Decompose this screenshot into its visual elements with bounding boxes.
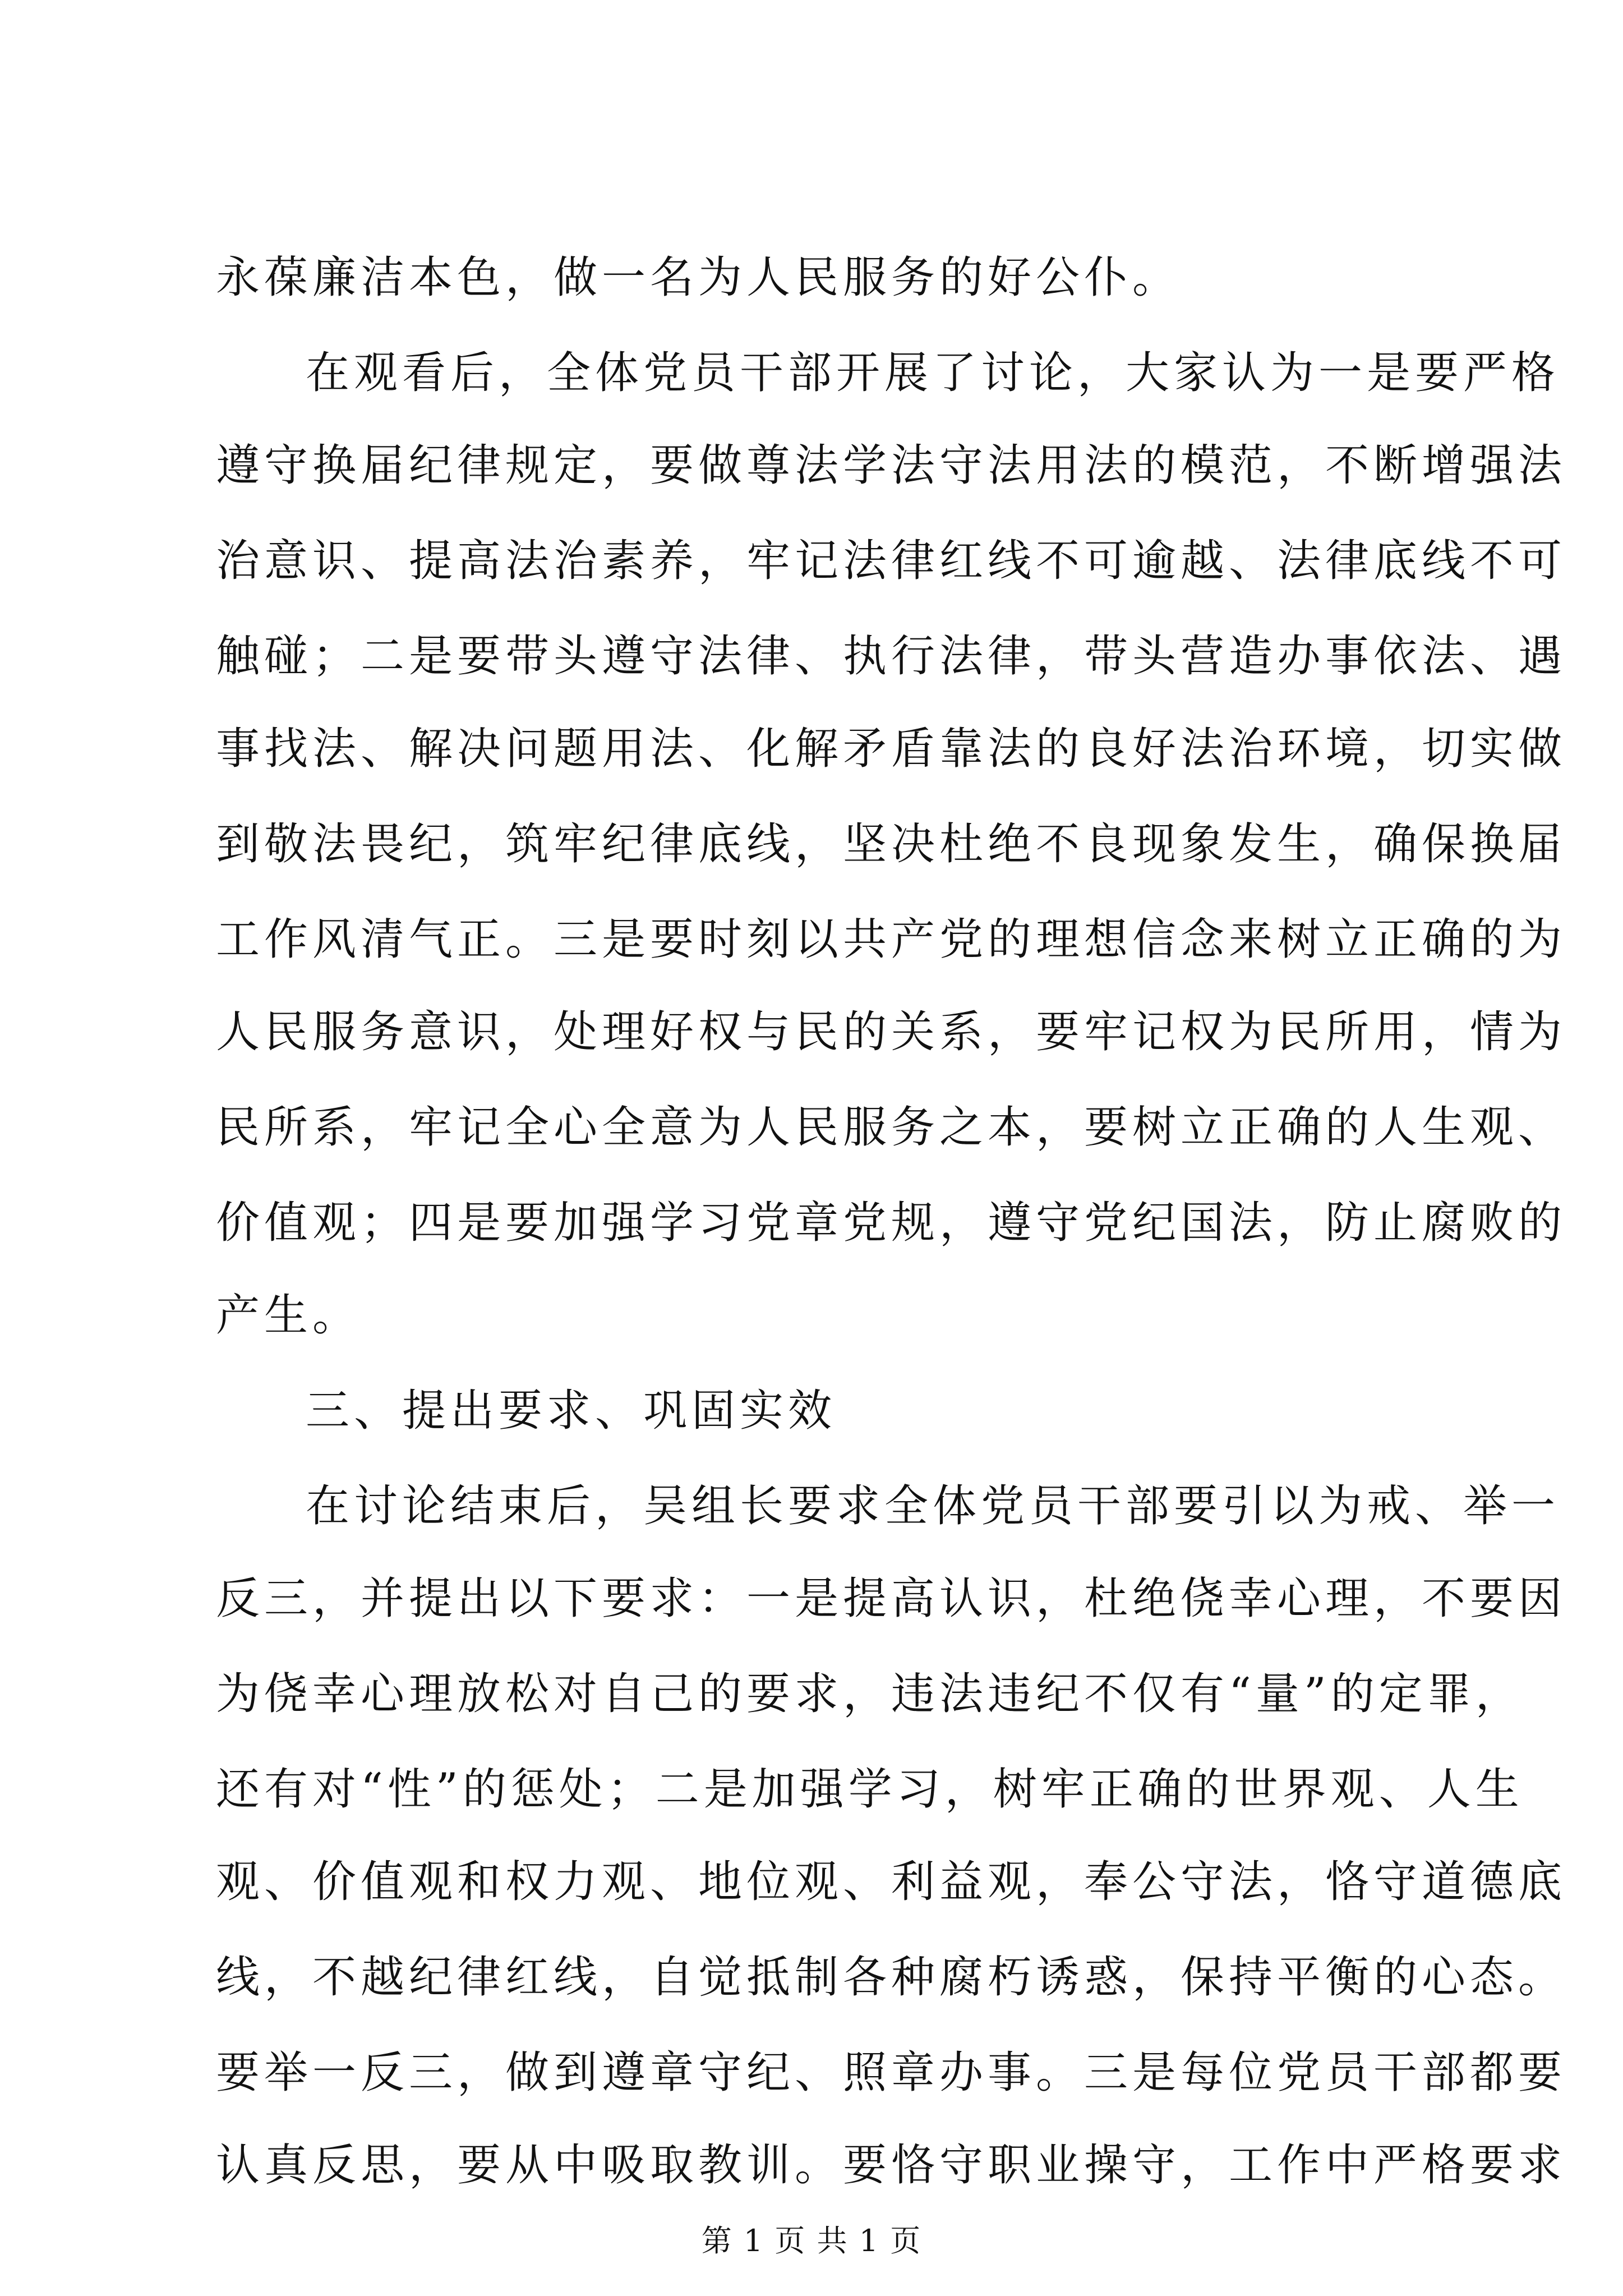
text-line: 观、价值观和权力观、地位观、利益观，奉公守法，恪守道德底 [216,1857,1567,1907]
page-number: 第 1 页 共 1 页 [701,2223,922,2258]
text-line: 线，不越纪律红线，自觉抵制各种腐朽诱惑，保持平衡的心态。 [216,1952,1567,2003]
text-line: 事找法、解决问题用法、化解矛盾靠法的良好法治环境，切实做 [216,724,1567,774]
text-line: 触碰；二是要带头遵守法律、执行法律，带头营造办事依法、遇 [216,631,1567,682]
text-line: 在讨论结束后，吴组长要求全体党员干部要引以为戒、举一 [306,1481,1560,1531]
text-line: 遵守换届纪律规定，要做尊法学法守法用法的模范，不断增强法 [216,440,1567,491]
text-line: 为侥幸心理放松对自己的要求，违法违纪不仅有“量”的定罪， [216,1669,1524,1719]
text-line: 价值观；四是要加强学习党章党规，遵守党纪国法，防止腐败的 [216,1198,1567,1248]
text-line: 治意识、提高法治素养，牢记法律红线不可逾越、法律底线不可 [216,536,1567,586]
text-line: 产生。 [216,1290,361,1341]
text-line: 到敬法畏纪，筑牢纪律底线，坚决杜绝不良现象发生，确保换届 [216,819,1567,869]
text-line: 民所系，牢记全心全意为人民服务之本，要树立正确的人生观、 [216,1102,1567,1153]
text-line: 在观看后，全体党员干部开展了讨论，大家认为一是要严格 [306,348,1560,398]
text-line: 认真反思，要从中吸取教训。要恪守职业操守，工作中严格要求 [216,2140,1567,2191]
text-line: 要举一反三，做到遵章守纪、照章办事。三是每位党员干部都要 [216,2047,1567,2098]
text-line: 还有对“性”的惩处；二是加强学习，树牢正确的世界观、人生 [216,1764,1524,1815]
text-line: 永葆廉洁本色，做一名为人民服务的好公仆。 [216,252,1181,303]
text-line: 工作风清气正。三是要时刻以共产党的理想信念来树立正确的为 [216,914,1567,965]
text-line: 人民服务意识，处理好权与民的关系，要牢记权为民所用，情为 [216,1007,1567,1057]
section-heading: 三、提出要求、巩固实效 [306,1386,837,1436]
text-line: 反三，并提出以下要求：一是提高认识，杜绝侥幸心理，不要因 [216,1573,1567,1624]
